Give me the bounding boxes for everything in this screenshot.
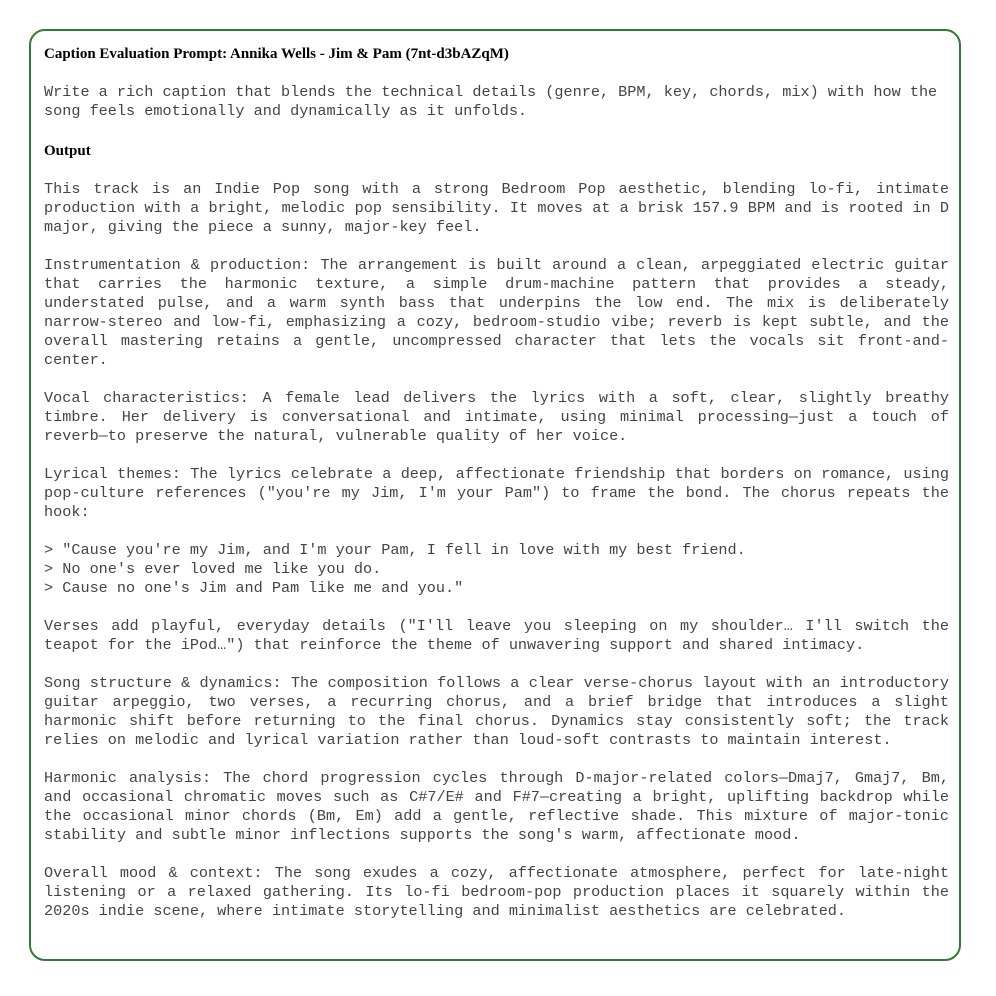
paragraph-vocals: Vocal characteristics: A female lead delivers the lyrics with a soft, clear, slightly breathy timbre. Her delivery is conversational and intimate, using minimal processing—just a touch of reverb—to preserve the natural, vulnerable quality of her voice. [44, 389, 949, 445]
chorus-quote [44, 541, 949, 598]
paragraph-instrumentation: Instrumentation & production: The arrangement is built around a clean, arpeggiated electric guitar that carries the harmonic texture, a simple drum-machine pattern that provides a steady, understated pulse, and a warm synth bass that underpins the low end. The mix is deliberately narrow-stereo and low-fi, emphasizing a cozy, bedroom-studio vibe; reverb is kept subtle, and the overall mastering retains a gentle, uncompressed character that lets the vocals sit front-and-center. [44, 256, 949, 369]
paragraph-harmony: Harmonic analysis: The chord progression cycles through D-major-related colors—Dmaj7, Gmaj7, Bm, and occasional chromatic moves such as C#7/E# and F#7—creating a bright, uplifting backdrop while the occasional minor chords (Bm, Em) add a gentle, reflective shade. This mixture of major-tonic stability and subtle minor inflections supports the song's warm, affectionate mood. [44, 769, 949, 844]
quote-line: > Cause no one's Jim and Pam like me and you." [44, 579, 464, 597]
paragraph-lyrics: Lyrical themes: The lyrics celebrate a deep, affectionate friendship that borders on romance, using pop-culture references ("you're my Jim, I'm your Pam") to frame the bond. The chorus repeats the hook: [44, 465, 949, 521]
card-title: Caption Evaluation Prompt: Annika Wells - Jim & Pam (7nt-d3bAZqM) [44, 46, 509, 62]
output-heading: Output [44, 143, 91, 159]
quote-line: > No one's ever loved me like you do. [44, 560, 382, 578]
quote-line: > "Cause you're my Jim, and I'm your Pam, I fell in love with my best friend. [44, 541, 746, 559]
prompt-text: Write a rich caption that blends the technical details (genre, BPM, key, chords, mix) with how the song feels emotionally and dynamically as it unfolds. [44, 83, 938, 120]
caption-card [29, 29, 961, 961]
paragraph-mood: Overall mood & context: The song exudes a cozy, affectionate atmosphere, perfect for late-night listening or a relaxed gathering. Its lo-fi bedroom-pop production places it squarely within the 2020s indie scene, where intimate storytelling and minimalist aesthetics are celebrated. [44, 864, 949, 920]
paragraph-verses: Verses add playful, everyday details ("I'll leave you sleeping on my shoulder… I'll switch the teapot for the iPod…") that reinforce the theme of unwavering support and shared intimacy. [44, 617, 949, 654]
paragraph-overview: This track is an Indie Pop song with a strong Bedroom Pop aesthetic, blending lo-fi, intimate production with a bright, melodic pop sensibility. It moves at a brisk 157.9 BPM and is rooted in D major, giving the piece a sunny, major-key feel. [44, 180, 949, 236]
paragraph-structure: Song structure & dynamics: The composition follows a clear verse-chorus layout with an introductory guitar arpeggio, two verses, a recurring chorus, and a brief bridge that introduces a slight harmonic shift before returning to the final chorus. Dynamics stay consistently soft; the track relies on melodic and lyrical variation rather than loud-soft contrasts to maintain interest. [44, 674, 949, 749]
